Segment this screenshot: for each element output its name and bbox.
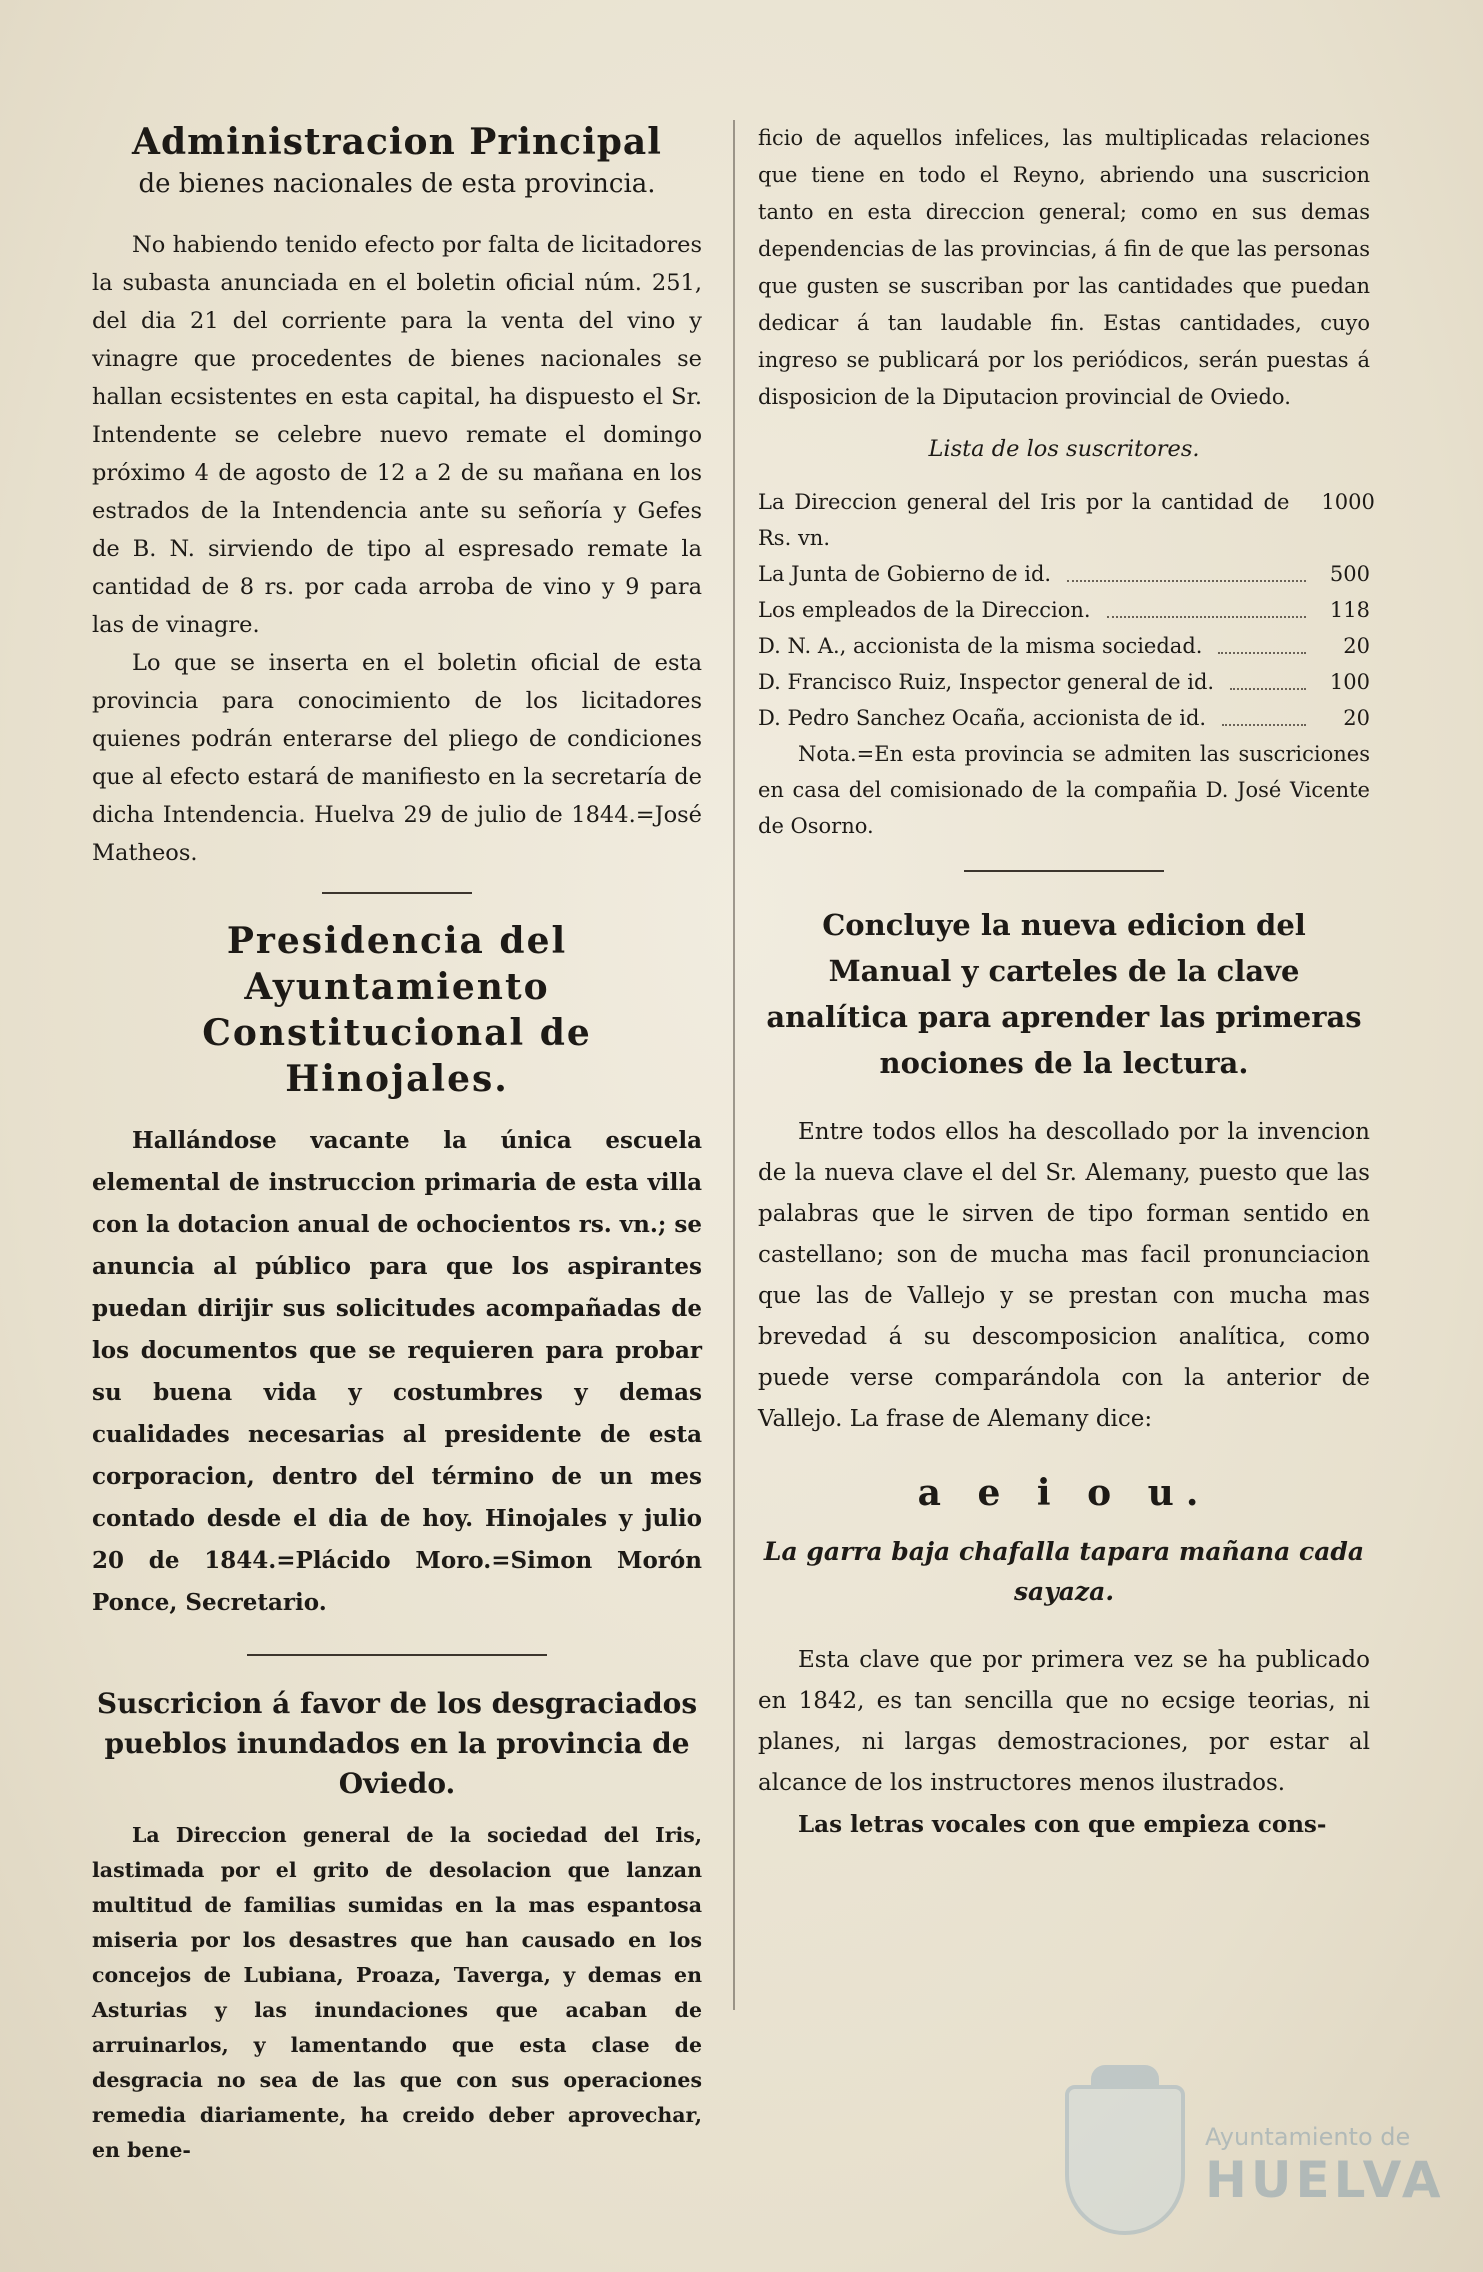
list-item [758,484,1375,556]
watermark-line-2: HUELVA [1205,2151,1445,2209]
list-item [758,664,1370,700]
admin-subtitle: de bienes nacionales de esta provincia. [138,169,656,199]
suscricion-continuation: ficio de aquellos infelices, las multiplicadas relaciones que tiene en todo el Reyno, abriendo una suscricion tanto en esta direccion general; como en sus demas dependencias de las provincias, á fin de que las personas que gusten se suscriban por las cantidades que puedan dedicar á tan laudable fin. Estas cantidades, cuyo ingreso se publicará por los periódicos, serán puestas á disposicion de la Diputacion provincial de Oviedo. [758,126,1370,409]
list-item [758,628,1370,664]
admin-paragraph-2: Lo que se inserta en el boletin oficial de esta provincia para conocimiento de los licitadores quienes podrán enterarse del pliego de condiciones que al efecto estará de manifiesto en la secretaría de dicha Intendencia. Huelva 29 de julio de 1844.=José Matheos. [92,650,702,866]
column-divider [733,120,735,2010]
vowels-line: a e i o u. [917,1472,1211,1514]
left-column [92,120,702,2168]
admin-paragraph-1: No habiendo tenido efecto por falta de licitadores la subasta anunciada en el boletin oficial núm. 251, del dia 21 del corriente para la venta del vino y vinagre que procedentes de bienes nacionales se hallan ecsistentes en esta capital, ha dispuesto el Sr. Intendente se celebre nuevo remate el domingo próximo 4 de agosto de 12 a 2 de su mañana en los estrados de la Intendencia ante su señoría y Gefes de B. N. sirviendo de tipo al espresado remate la cantidad de 8 rs. por cada arroba de vino y 9 para las de vinagre. [92,232,702,638]
list-item [758,556,1370,592]
subscriber-name: D. Pedro Sanchez Ocaña, accionista de id. [758,706,1207,730]
subscriber-name: D. Francisco Ruiz, Inspector general de id. [758,670,1215,694]
section-divider [247,1654,547,1656]
presidencia-title: Presidencia del Ayuntamiento Constitucional de Hinojales. [202,920,592,1100]
manual-paragraph-2: Esta clave que por primera vez se ha publicado en 1842, es tan sencilla que no ecsige teorias, ni planes, ni largas demostraciones, por estar al alcance de los instructores menos ilustrados. [758,1647,1370,1796]
subscriber-amount: 20 [1343,706,1370,730]
subscriber-amount: 118 [1329,598,1370,622]
suscricion-notice [92,1684,702,2168]
subscribers-list [758,484,1375,736]
coat-of-arms-icon [1065,2085,1185,2235]
subscriber-amount: 100 [1329,670,1370,694]
presidencia-paragraph: Hallándose vacante la única escuela elemental de instruccion primaria de esta villa con la dotacion anual de ochocientos rs. vn.; se anuncia al público para que los aspirantes puedan dirijir sus solicitudes acompañadas de los documentos que se requieren para probar su buena vida y costumbres y demas cualidades necesarias al presidente de esta corporacion, dentro del término de un mes contado desde el dia de hoy. Hinojales y julio 20 de 1844.=Plácido Moro.=Simon Morón Ponce, Secretario. [92,1127,702,1616]
list-item [758,700,1370,736]
ayuntamiento-huelva-watermark [1065,2075,1445,2245]
suscricion-title: Suscricion á favor de los desgraciados pueblos inundados en la provincia de Oviedo. [96,1687,698,1800]
subscriber-amount: 1000 [1321,490,1375,514]
alemany-phrase: La garra baja chafalla tapara mañana cada sayaza. [763,1537,1365,1606]
watermark-line-1: Ayuntamiento de [1205,2123,1411,2151]
subscriber-name: La Direccion general del Iris por la cantidad de Rs. vn. [758,490,1290,550]
subscriber-name: Los empleados de la Direccion. [758,598,1091,622]
subscription-note: Nota.=En esta provincia se admiten las suscriciones en casa del comisionado de la compañia D. José Vicente de Osorno. [758,742,1370,838]
admin-notice [92,120,702,872]
list-item [758,592,1370,628]
subscribers-list-title: Lista de los suscritores. [928,436,1200,462]
presidencia-notice [92,918,702,1624]
suscricion-paragraph: La Direccion general de la sociedad del Iris, lastimada por el grito de desolacion que lanzan multitud de familias sumidas en la mas espantosa miseria por los desastres que han causado en los concejos de Lubiana, Proaza, Taverga, y demas en Asturias y las inundaciones que acaban de arruinarlos, y lamentando que esta clase de desgracia no sea de las que con sus operaciones remedia diariamente, ha creido deber aprovechar, en bene- [92,1823,702,2162]
section-divider [322,892,472,894]
subscriber-name: D. N. A., accionista de la misma sociedad. [758,634,1203,658]
manual-title: Concluye la nueva edicion del Manual y carteles de la clave analítica para aprender las primeras nociones de la lectura. [766,908,1362,1080]
right-column [758,120,1375,1845]
manual-paragraph-3: Las letras vocales con que empieza cons- [798,1811,1327,1838]
subscriber-amount: 20 [1343,634,1370,658]
subscriber-name: La Junta de Gobierno de id. [758,562,1052,586]
admin-title: Administracion Principal [132,121,662,163]
subscriber-amount: 500 [1329,562,1370,586]
manual-paragraph-1: Entre todos ellos ha descollado por la invencion de la nueva clave el del Sr. Alemany, puesto que las palabras que le sirven de tipo forman sentido en castellano; son de mucha mas facil pronunciacion que las de Vallejo y se prestan con mucha mas brevedad á su descomposicion analítica, como puede verse comparándola con la anterior de Vallejo. La frase de Alemany dice: [758,1119,1370,1432]
section-divider [964,870,1164,872]
